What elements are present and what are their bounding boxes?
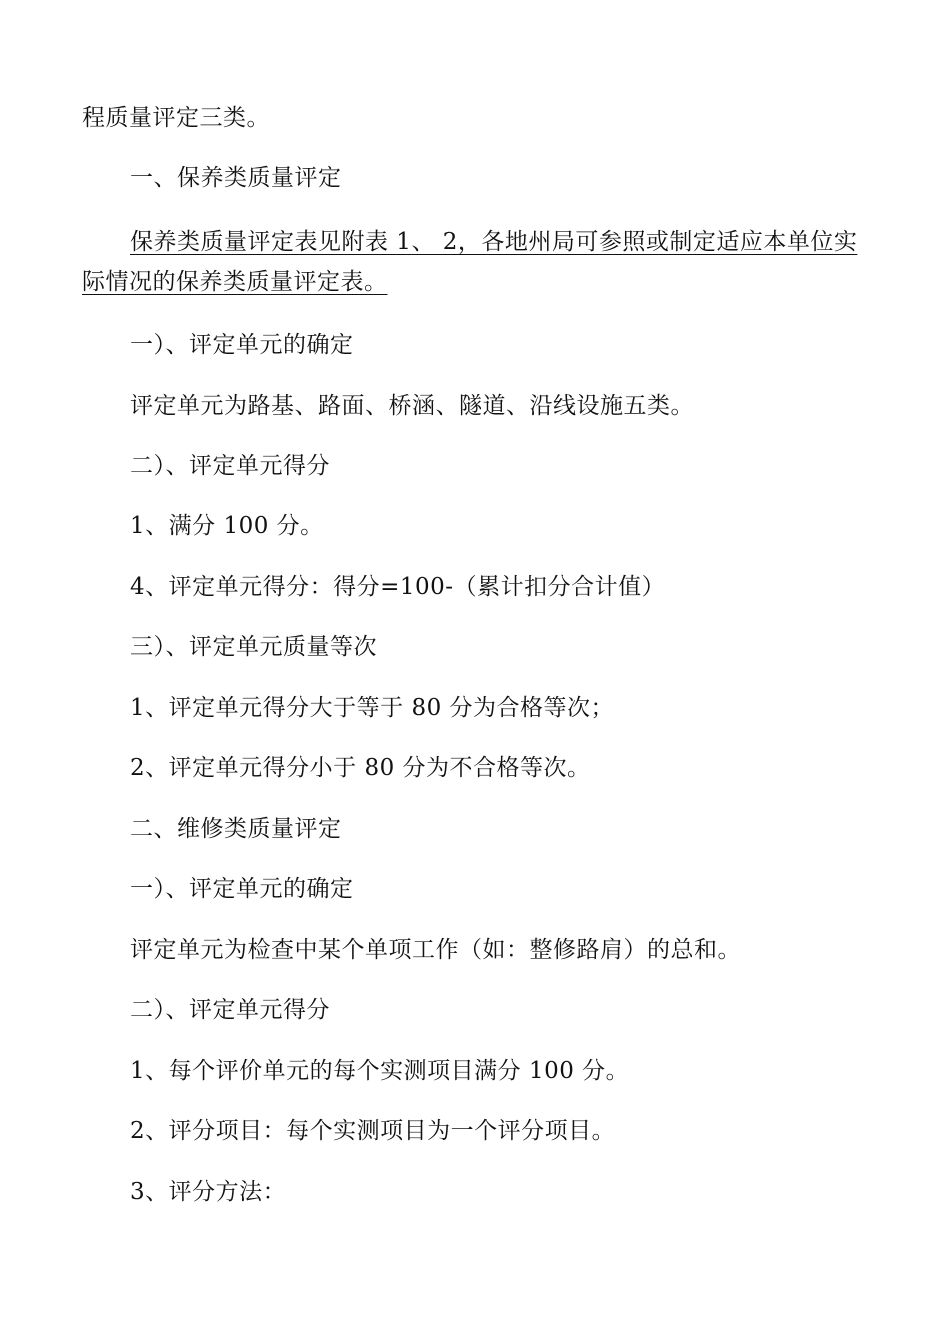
paragraph-unit-definition-repair: 评定单元为检查中某个单项工作（如：整修路肩）的总和。 [130,937,741,963]
paragraph-unit-types: 评定单元为路基、路面、桥涵、隧道、沿线设施五类。 [130,393,694,419]
underlined-paragraph-line-2: 际情况的保养类质量评定表。 [82,269,388,295]
section-heading-maintenance: 一、保养类质量评定 [130,165,342,191]
list-item-score-formula: 4、评定单元得分：得分=100-（累计扣分合计值） [130,574,666,600]
list-item-full-score: 1、满分 100 分。 [130,513,324,539]
subheading-unit-definition: 一）、评定单元的确定 [130,332,354,358]
section-heading-repair: 二、维修类质量评定 [130,816,342,842]
subheading-unit-score-2: 二）、评定单元得分 [130,997,330,1023]
subheading-unit-score: 二）、评定单元得分 [130,453,330,479]
subheading-unit-definition-2: 一）、评定单元的确定 [130,876,354,902]
subheading-quality-grade: 三）、评定单元质量等次 [130,634,377,660]
paragraph-continuation: 程质量评定三类。 [82,105,270,131]
list-item-scoring-method: 3、评分方法： [130,1179,287,1205]
list-item-item-full-score: 1、每个评价单元的每个实测项目满分 100 分。 [130,1058,630,1084]
list-item-scoring-items: 2、评分项目：每个实测项目为一个评分项目。 [130,1118,616,1144]
list-item-pass-grade: 1、评定单元得分大于等于 80 分为合格等次； [130,695,615,721]
underlined-paragraph-line-1: 保养类质量评定表见附表 1、 2，各地州局可参照或制定适应本单位实 [130,229,858,255]
list-item-fail-grade: 2、评定单元得分小于 80 分为不合格等次。 [130,755,591,781]
